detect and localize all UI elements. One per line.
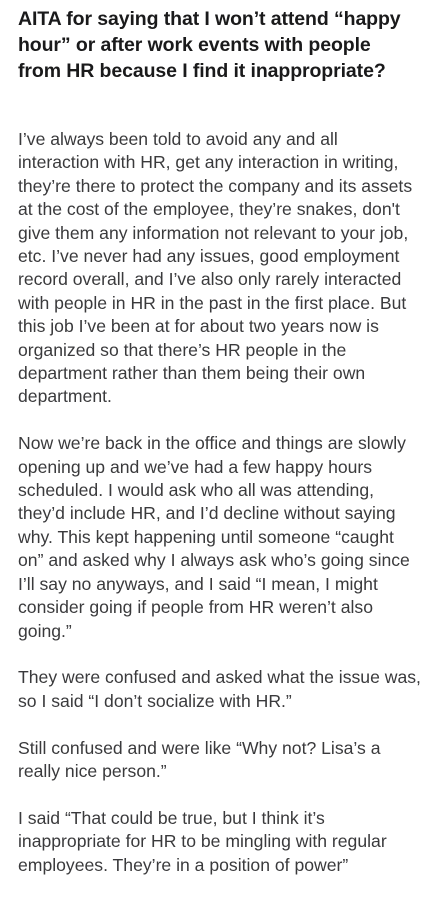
post-paragraph: They were confused and asked what the issue was, so I said “I don’t socialize with HR.”	[18, 667, 421, 711]
post-paragraph: Still confused and were like “Why not? Lisa’s a really nice person.”	[18, 737, 381, 781]
post-body	[18, 128, 422, 900]
post-paragraph: Now we’re back in the office and things are slowly opening up and we’ve had a few happy hours scheduled. I would ask who all was attending, they’d include HR, and I’d decline without saying why. This kept happening until someone “caught on” and asked why I always ask who’s going since I’ll say no anyways, and I said “I mean, I might consider going if people from HR weren’t also going.”	[18, 433, 410, 641]
post-paragraph: I said “That could be true, but I think it’s inappropriate for HR to be mingling with regular employees. They’re in a position of power”	[18, 807, 387, 875]
post-paragraph: I’ve always been told to avoid any and all interaction with HR, get any interaction in writing, they’re there to protect the company and its assets at the cost of the employee, they’re snakes, don't give them any information not relevant to your job, etc. I’ve never had any issues, good employment record overall, and I’ve also only rarely interacted with people in HR in the past in the first place. But this job I’ve been at for about two years now is organized so that there’s HR people in the department rather than them being their own department.	[18, 129, 413, 407]
post-title: AITA for saying that I won’t attend “happy hour” or after work events with people from HR because I find it inappropriate?	[18, 8, 401, 82]
